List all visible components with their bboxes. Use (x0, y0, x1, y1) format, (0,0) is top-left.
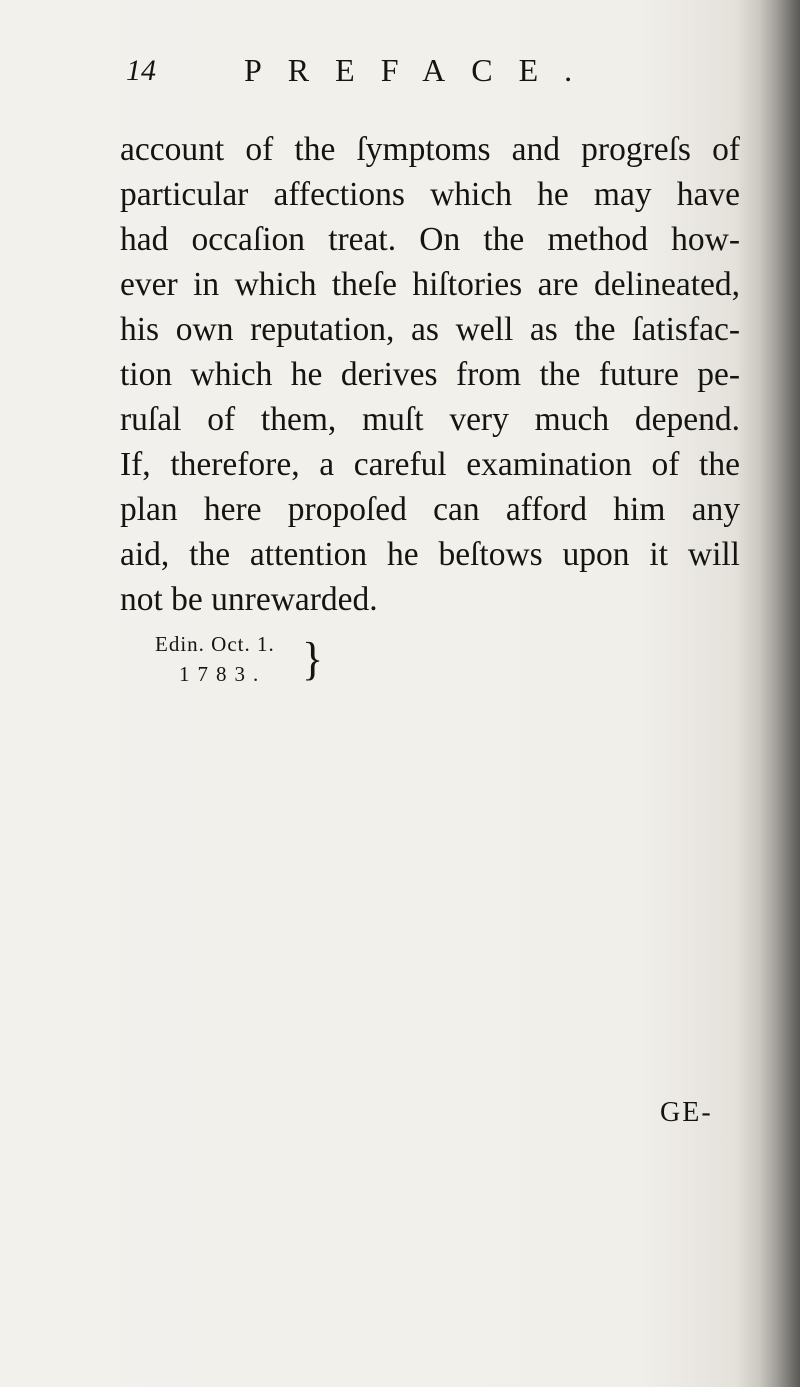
text-line: his own reputation, as well as the ſatisfac- (120, 311, 740, 348)
page-header (126, 48, 626, 98)
page-number: 14 (126, 54, 156, 87)
page-gutter-shadow (760, 0, 800, 1387)
body-text (120, 127, 740, 622)
text-line: ruſal of them, muſt very much depend. (120, 401, 740, 438)
text-line: If, therefore, a careful examination of the (120, 446, 740, 483)
text-line: plan here propoſed can afford him any (120, 491, 740, 528)
signature-brace: } (302, 633, 324, 686)
text-line: had occaſion treat. On the method how- (120, 221, 740, 258)
text-line: tion which he derives from the future pe- (120, 356, 740, 393)
text-line: aid, the attention he beſtows upon it will (120, 536, 740, 573)
text-line: ever in which theſe hiſtories are delineated, (120, 266, 740, 303)
signature-year: 1783. (179, 662, 267, 686)
text-line: account of the ſymptoms and progreſs of (120, 131, 740, 168)
signature-block (155, 632, 355, 722)
text-line: particular affections which he may have (120, 176, 740, 213)
catchword: GE- (660, 1097, 713, 1128)
signature-place-date: Edin. Oct. 1. (155, 632, 275, 656)
text-line-last: not be unrewarded. (120, 581, 378, 618)
running-head: PREFACE. (244, 52, 599, 88)
